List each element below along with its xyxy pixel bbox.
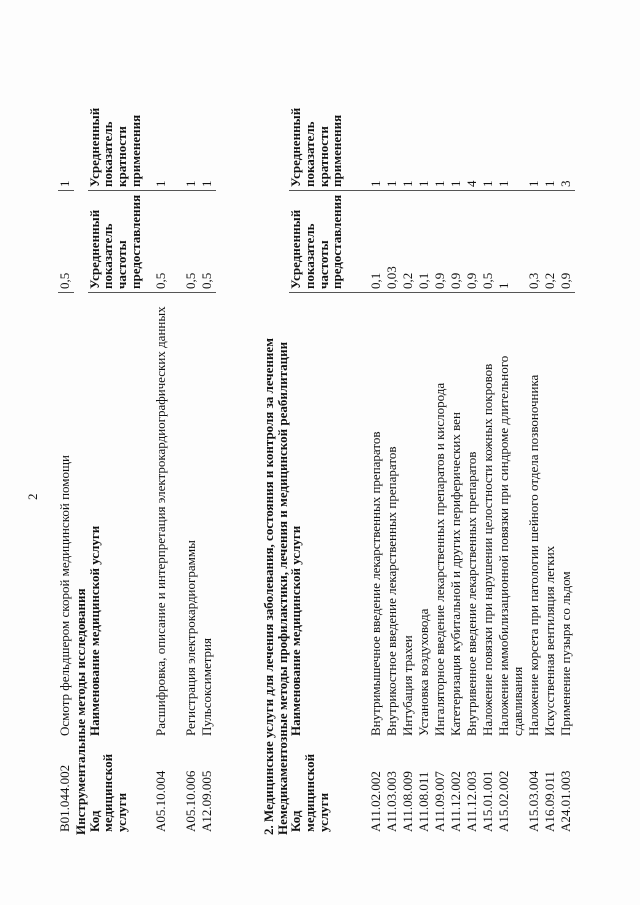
mult-cell: 1: [416, 180, 432, 187]
table-row: [559, 89, 575, 835]
name-cell: Искусственная вентиляция легких: [543, 293, 559, 740]
name-cell: Внутривенное введение лекарственных препаратов: [465, 293, 481, 740]
rotated-content: [0, 85, 600, 905]
code-cell: A11.03.003: [384, 771, 400, 832]
table-row: [497, 89, 527, 835]
first-row-table: [58, 89, 74, 835]
section-2-title: 2. Медицинские услуги для лечения заболевания, состояния и контроля за лечением: [261, 337, 276, 835]
freq-cell: 0,03: [385, 191, 401, 293]
code-cell: A05.10.006: [182, 770, 198, 832]
freq-cell: 0,9: [559, 191, 575, 293]
table-row: [401, 89, 417, 835]
freq-cell: 0,5: [154, 191, 184, 293]
name-cell: Пульсоксиметрия: [200, 293, 216, 740]
freq-cell: 0,5: [58, 191, 74, 293]
header-freq: Усредненный показатель частоты предоставления: [88, 191, 154, 293]
code-cell: A05.10.004: [152, 770, 168, 832]
table-row: [433, 89, 449, 835]
name-cell: Ингаляторное введение лекарственных препаратов и кислорода: [433, 293, 449, 740]
table-row: [417, 89, 433, 835]
freq-cell: 0,9: [433, 191, 449, 293]
code-cell: A11.02.002: [368, 771, 384, 832]
mult-cell: 1: [152, 180, 168, 187]
section-2-block: [261, 107, 575, 835]
mult-cell: 1: [182, 180, 198, 187]
header-name: Наименование медицинской услуги: [88, 293, 154, 740]
name-cell: Наложение иммобилизационной повязки при синдроме длительного сдавливания: [497, 293, 527, 740]
freq-cell: 0,9: [449, 191, 465, 293]
header-mult: Усредненный показатель кратности применения: [86, 107, 143, 187]
code-cell: A15.02.002: [496, 770, 512, 832]
freq-cell: 0,1: [369, 191, 385, 293]
code-cell: A11.08.009: [400, 771, 416, 832]
freq-cell: 0,5: [200, 191, 216, 293]
code-cell: A15.03.004: [526, 770, 542, 832]
code-cell: B01.044.002: [57, 764, 72, 832]
table-row: [543, 89, 559, 835]
freq-cell: 0,2: [543, 191, 559, 293]
name-cell: Применение пузыря со льдом: [559, 293, 575, 740]
table-row: [385, 89, 401, 835]
section-2-table: [289, 89, 575, 835]
code-cell: A16.09.011: [542, 771, 558, 832]
table-row: [449, 89, 465, 835]
mult-cell: 3: [558, 180, 574, 187]
code-cell: A15.01.001: [480, 770, 496, 832]
table-row: [184, 89, 200, 835]
code-cell: A11.12.002: [448, 771, 464, 832]
freq-cell: 1: [497, 191, 527, 293]
mult-cell: 4: [464, 180, 480, 187]
mult-cell: 1: [368, 180, 384, 187]
mult-cell: 1: [542, 180, 558, 187]
table-row: [481, 89, 497, 835]
freq-cell: 0,3: [527, 191, 543, 293]
mult-cell: 1: [480, 180, 496, 187]
code-cell: A12.09.005: [198, 770, 214, 832]
header-name: Наименование медицинской услуги: [289, 293, 369, 740]
name-cell: Расшифровка, описание и интерпретация электрокардиографических данных: [154, 293, 184, 740]
name-cell: Установка воздуховода: [417, 293, 433, 740]
header-code: Код медицинской услуги: [86, 753, 129, 832]
section-title-instrumental: Инструментальные методы исследования: [73, 588, 88, 835]
mult-cell: 1: [384, 180, 400, 187]
mult-cell: 1: [526, 180, 542, 187]
name-cell: Наложение повязки при нарушении целостности кожных покровов: [481, 293, 497, 740]
name-cell: Катетеризация кубитальной и других периферических вен: [449, 293, 465, 740]
mult-cell: 1: [57, 180, 72, 187]
code-cell: A24.01.003: [558, 770, 574, 832]
header-mult: Усредненный показатель кратности применения: [288, 107, 345, 187]
mult-cell: 1: [198, 180, 214, 187]
name-cell: Внутрикостное введение лекарственных препаратов: [385, 293, 401, 740]
name-cell: Регистрация электрокардиограммы: [184, 293, 200, 740]
name-cell: Наложение корсета при патологии шейного отдела позвоночника: [527, 293, 543, 740]
code-cell: A11.12.003: [464, 771, 480, 832]
freq-cell: 0,1: [417, 191, 433, 293]
mult-cell: 1: [400, 180, 416, 187]
mult-cell: 1: [448, 180, 464, 187]
freq-cell: 0,5: [184, 191, 200, 293]
page-number: 2: [25, 493, 40, 500]
name-cell: Осмотр фельдшером скорой медицинской помощи: [58, 293, 74, 740]
mult-cell: 1: [496, 180, 512, 187]
code-cell: A11.08.011: [416, 771, 432, 832]
table-row: [200, 89, 216, 835]
freq-cell: 0,9: [465, 191, 481, 293]
name-cell: Интубация трахеи: [401, 293, 417, 740]
mult-cell: 1: [432, 180, 448, 187]
section-2-subtitle: Немедикаментозные методы профилактики, лечения и медицинской реабилитации: [274, 341, 290, 835]
code-cell: A11.09.007: [432, 771, 448, 832]
freq-cell: 0,2: [401, 191, 417, 293]
table-row: [527, 89, 543, 835]
name-cell: Внутримышечное введение лекарственных препаратов: [369, 293, 385, 740]
instrumental-block: [57, 107, 216, 835]
instrumental-table: [88, 89, 216, 835]
table-row: [465, 89, 481, 835]
table-row: [154, 89, 184, 835]
header-code: Код медицинской услуги: [288, 753, 331, 832]
header-freq: Усредненный показатель частоты предоставления: [289, 191, 369, 293]
freq-cell: 0,5: [481, 191, 497, 293]
table-row: [369, 89, 385, 835]
